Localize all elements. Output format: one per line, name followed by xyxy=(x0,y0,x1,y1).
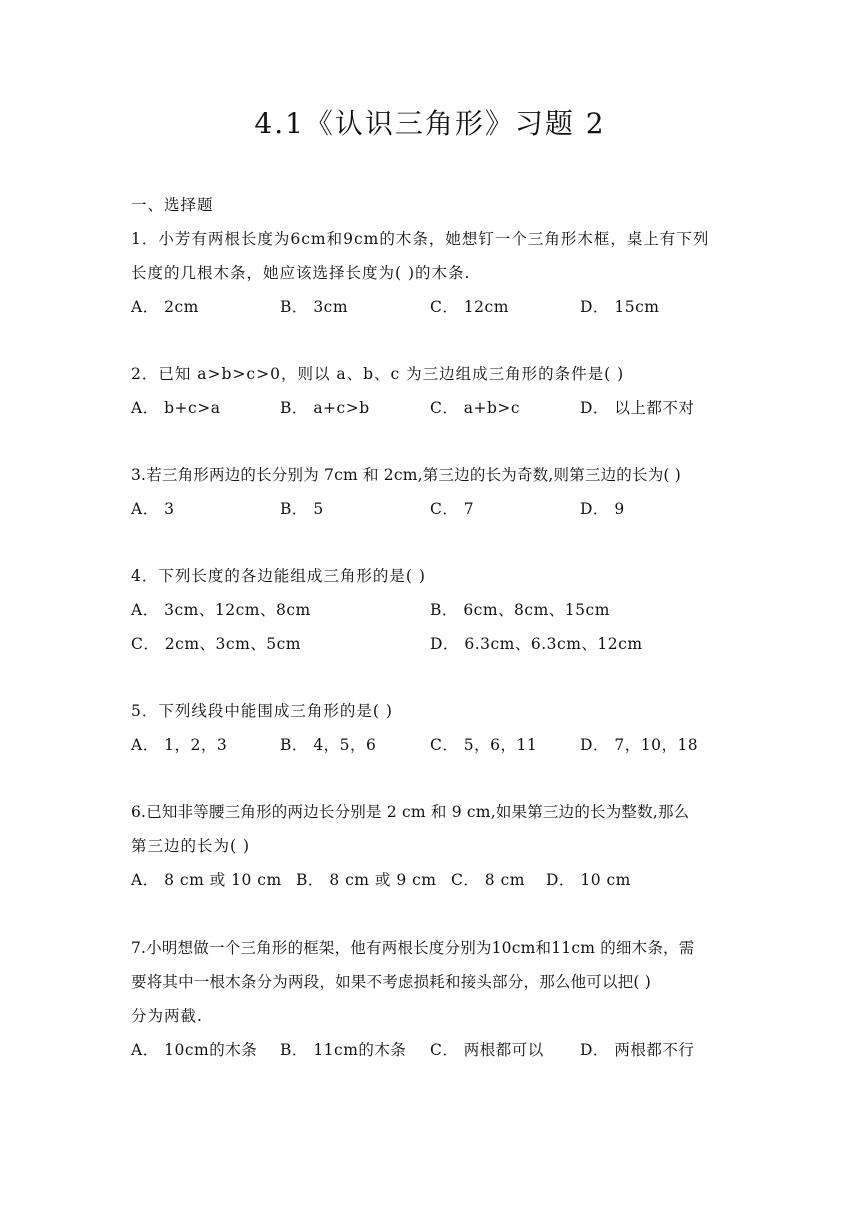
question-4-option-c: C． 2cm、3cm、5cm xyxy=(131,635,302,653)
question-4-option-d: D． 6.3cm、6.3cm、12cm xyxy=(430,635,643,653)
question-2-option-d: D． 以上都不对 xyxy=(580,399,695,417)
question-3-option-a: A． 3 xyxy=(131,500,175,518)
question-6-option-c: C． 8 cm xyxy=(451,871,525,889)
question-7-line-3: 分为两截. xyxy=(131,1007,203,1025)
question-2-option-b: B． a+c>b xyxy=(280,399,370,417)
question-6-option-d: D． 10 cm xyxy=(546,871,631,889)
question-3-option-c: C． 7 xyxy=(430,500,475,518)
page-title: 4.1《认识三角形》习题 2 xyxy=(254,107,606,140)
question-1-option-d: D． 15cm xyxy=(580,298,660,316)
question-3-option-d: D． 9 xyxy=(580,500,625,518)
question-7-option-d: D． 两根都不行 xyxy=(580,1041,695,1059)
question-7-option-c: C． 两根都可以 xyxy=(430,1041,544,1059)
question-5-option-c: C． 5，6，11 xyxy=(430,736,538,754)
question-7-option-a: A． 10cm的木条 xyxy=(131,1041,258,1059)
question-1-option-c: C． 12cm xyxy=(430,298,509,316)
question-1-line-2: 长度的几根木条，她应该选择长度为( )的木条. xyxy=(131,264,471,282)
question-1-line-1: 1．小芳有两根长度为6cm和9cm的木条，她想钉一个三角形木框，桌上有下列 xyxy=(131,230,710,248)
question-7-line-1: 7.小明想做一个三角形的框架，他有两根长度分别为10cm和11cm 的细木条，需 xyxy=(131,939,695,957)
question-7-option-b: B． 11cm的木条 xyxy=(280,1041,407,1059)
question-4-line-1: 4．下列长度的各边能组成三角形的是( ) xyxy=(131,567,426,585)
question-5-option-d: D． 7，10，18 xyxy=(580,736,699,754)
question-1-option-b: B． 3cm xyxy=(280,298,349,316)
question-5-option-a: A． 1，2，3 xyxy=(131,736,228,754)
question-6-option-b: B． 8 cm 或 9 cm xyxy=(296,871,437,889)
question-2-option-a: A． b+c>a xyxy=(131,399,221,417)
question-2-line-1: 2．已知 a>b>c>0，则以 a、b、c 为三边组成三角形的条件是( ) xyxy=(131,365,625,383)
question-1-option-a: A． 2cm xyxy=(131,298,199,316)
question-6-line-1: 6.已知非等腰三角形的两边长分别是 2 cm 和 9 cm,如果第三边的长为整数,那么 xyxy=(131,803,690,821)
question-5-line-1: 5．下列线段中能围成三角形的是( ) xyxy=(131,702,393,720)
question-6-line-2: 第三边的长为( ) xyxy=(131,837,251,855)
question-3-line-1: 3.若三角形两边的长分别为 7cm 和 2cm,第三边的长为奇数,则第三边的长为( ) xyxy=(131,466,682,484)
question-5-option-b: B． 4，5，6 xyxy=(280,736,377,754)
question-4-option-a: A． 3cm、12cm、8cm xyxy=(131,601,311,619)
question-2-option-c: C． a+b>c xyxy=(430,399,521,417)
question-6-option-a: A． 8 cm 或 10 cm xyxy=(131,871,282,889)
section-heading: 一、选择题 xyxy=(131,196,214,214)
question-7-line-2: 要将其中一根木条分为两段，如果不考虑损耗和接头部分，那么他可以把( ) xyxy=(131,973,652,991)
question-3-option-b: B． 5 xyxy=(280,500,324,518)
question-4-option-b: B． 6cm、8cm、15cm xyxy=(430,601,610,619)
